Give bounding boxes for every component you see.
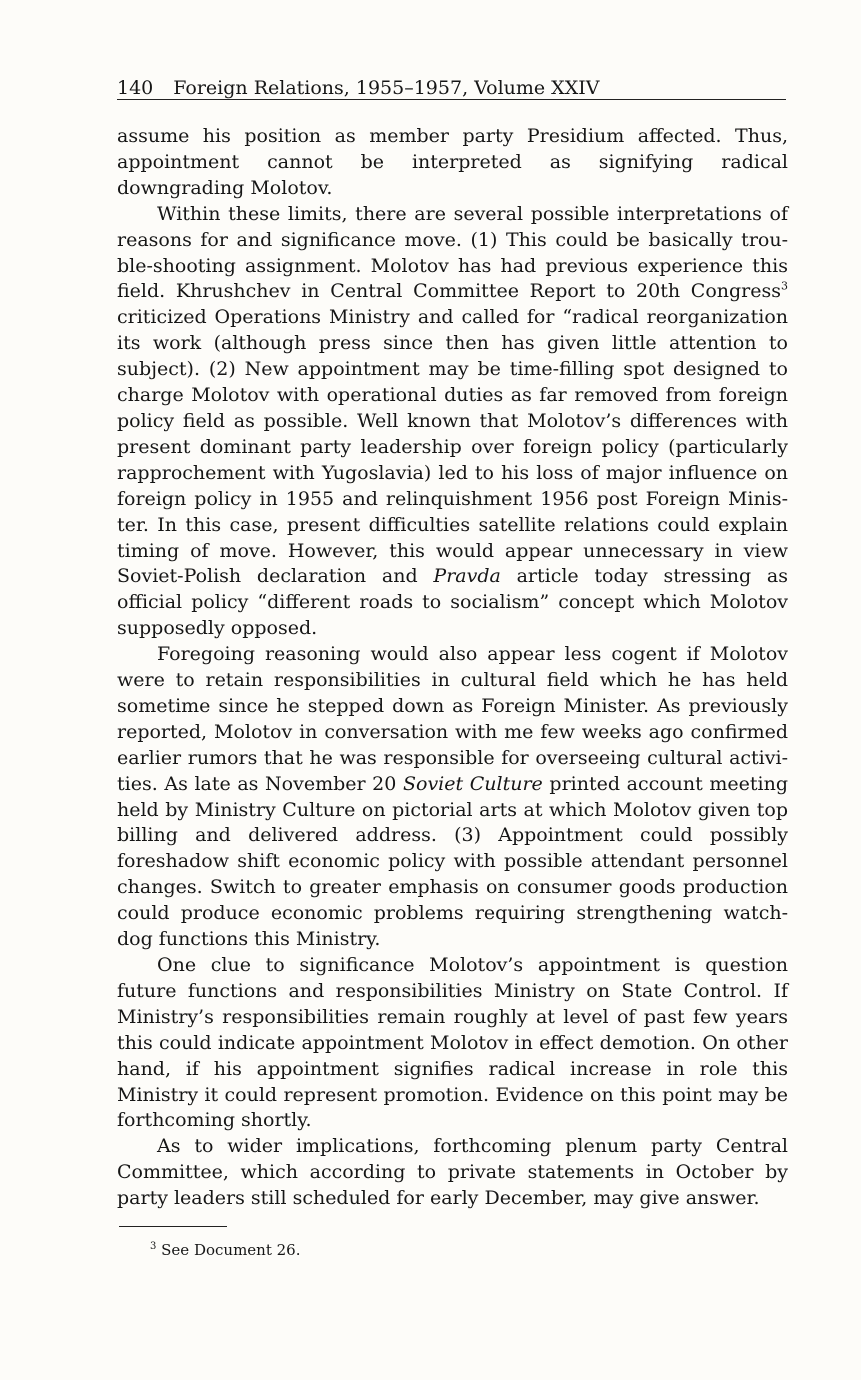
footnote-divider [119, 1226, 227, 1227]
text-run: One clue to significance Molotov’s appointment is question future functions and responsibilities Ministry on State Control. If Ministry’s responsibilities remain roughly at level of past few years this could indicate appointment Molotov in effect demotion. On other hand, if his appointment signifies radical increase in role this Ministry it could represent promotion. Evidence on this point may be forthcoming shortly. [117, 954, 788, 1132]
text-run: article today stressing as official policy “different roads to socialism” concept which Molotov supposedly opposed. [117, 565, 788, 640]
italic-title: Pravda [433, 565, 501, 588]
footnote-reference: 3 [781, 280, 788, 294]
text-run: Foregoing reasoning would also appear less cogent if Molotov were to retain responsibilities in cultural field which he has held sometime since he stepped down as Foreign Minister. As previously reported, Molotov in conversation with me few weeks ago confirmed earlier rumors that he was responsible for overseeing cultural activities. As late as November 20 [117, 643, 788, 795]
footnote [150, 1238, 301, 1259]
footnote-text: See Document 26. [161, 1241, 301, 1259]
text-run: assume his position as member party Presidium affected. Thus, appointment cannot be interpreted as signifying radical downgrading Molotov. [117, 125, 788, 199]
page-number: 140 [117, 77, 154, 99]
footnote-marker: 3 [150, 1241, 157, 1252]
running-header [117, 77, 786, 100]
running-title: Foreign Relations, 1955–1957, Volume XXIV [173, 77, 600, 99]
document-body [117, 124, 788, 1212]
paragraph [117, 953, 788, 1134]
italic-title: Soviet Culture [402, 772, 543, 795]
text-run: Within these limits, there are several possible interpretations of reasons for and significance move. (1) This could be basically trouble-shooting assignment. Molotov has had previous experience this field. Khrushchev in Central Committee Report to 20th Congress [117, 202, 788, 303]
paragraph [117, 642, 788, 953]
text-run: printed account meeting held by Ministry Culture on pictorial arts at which Molotov given top billing and delivered address. (3) Appointment could possibly foreshadow shift economic policy with possible attendant personnel changes. Switch to greater emphasis on consumer goods production could produce economic problems requiring strengthening watch-dog functions this Ministry. [117, 772, 789, 951]
paragraph [117, 124, 788, 202]
text-run: criticized Operations Ministry and called for “radical reorganization its work (although press since then has given little attention to subject). (2) New appointment may be time-filling spot designed to charge Molotov with operational duties as far removed from foreign policy field as possible. Well known that Molotov’s differences with present dominant party leadership over foreign policy (particularly rapprochement with Yugoslavia) led to his loss of major influence on foreign policy in 1955 and relinquishment 1956 post Foreign Minister. In this case, present difficulties satellite relations could explain timing of move. However, this would appear unnecessary in view Soviet-Polish declaration and [117, 306, 788, 588]
paragraph [117, 1134, 788, 1212]
text-run: As to wider implications, forthcoming plenum party Central Committee, which according to private statements in October by party leaders still scheduled for early December, may give answer. [117, 1135, 788, 1210]
paragraph [117, 202, 788, 642]
